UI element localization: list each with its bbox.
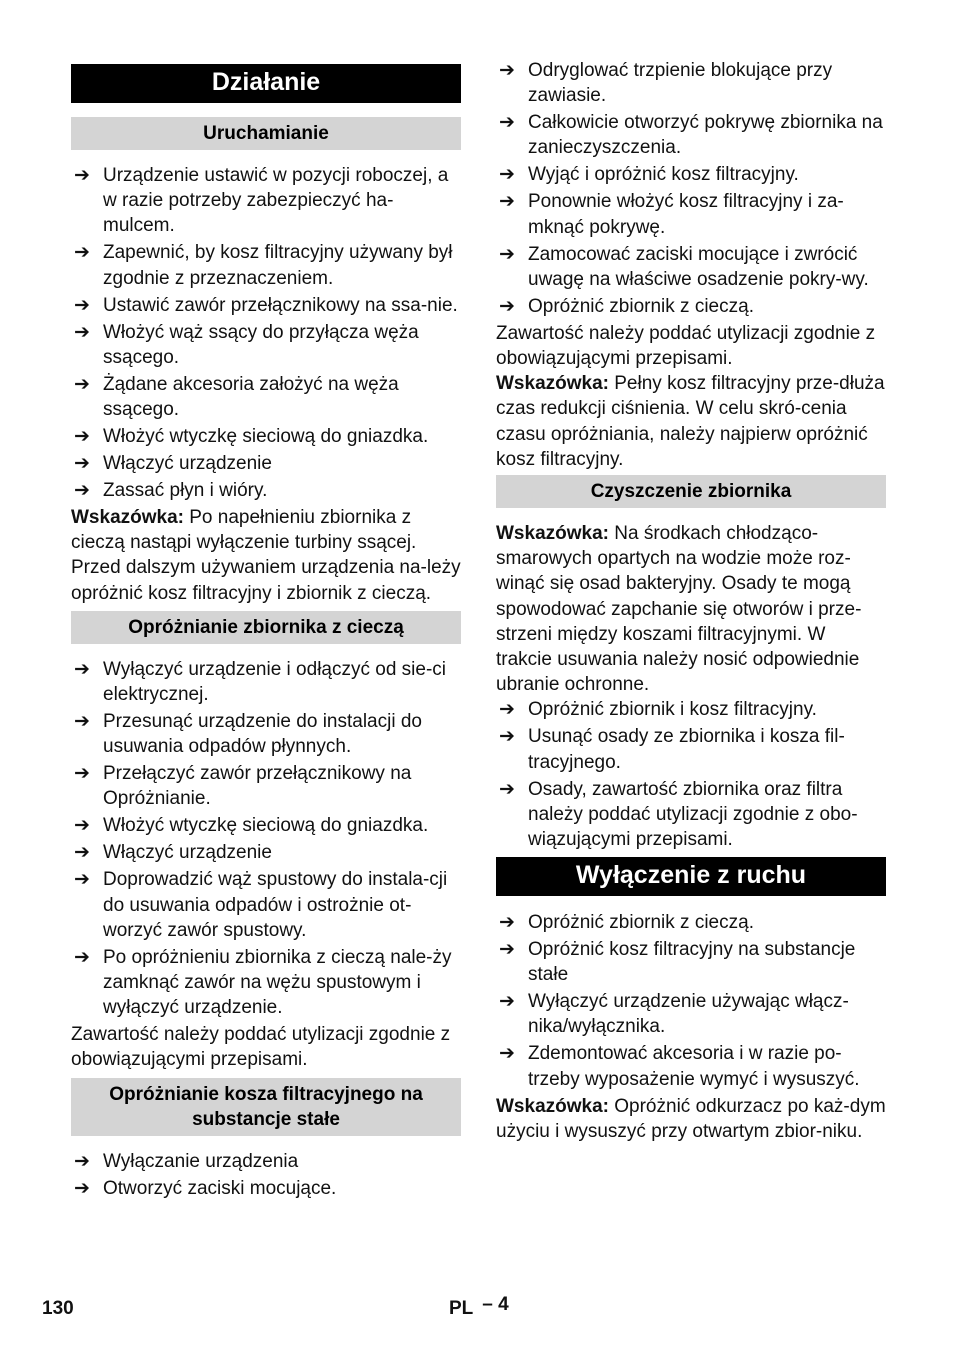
note-text: Na środkach chłodząco-smarowych opartych na wodzie może roz-winąć się osad bakteryjny. Osady te mogą spowodować zapchanie się otworów i prze-strzeni między koszami filtracyjnymi. W trakcie usuwania należy nosić odpowiednie ubranie ochronne. [496, 523, 862, 696]
note-paragraph [496, 1094, 886, 1144]
list-item: ➔ Zassać płyn i wióry. [71, 478, 461, 503]
arrow-right-icon: ➔ [499, 726, 515, 748]
arrow-right-icon: ➔ [74, 1177, 90, 1199]
arrow-right-icon: ➔ [74, 763, 90, 785]
drain-tank-steps [71, 657, 461, 1021]
arrow-right-icon: ➔ [499, 939, 515, 961]
arrow-right-icon: ➔ [74, 842, 90, 864]
subheading-empty-filter-basket: Opróżnianie kosza filtracyjnego na substancje stałe [71, 1078, 461, 1136]
tank-cleaning-steps [496, 697, 886, 852]
language-code: PL [449, 1298, 473, 1319]
arrow-right-icon: ➔ [499, 295, 515, 317]
empty-filter-steps [71, 1149, 461, 1201]
arrow-right-icon: ➔ [74, 711, 90, 733]
list-item: ➔ Zapewnić, by kosz filtracyjny używany był zgodnie z przeznaczeniem. [74, 242, 453, 289]
list-item: ➔ Doprowadzić wąż spustowy do instala-cji do usuwania odpadów i ostrożnie ot-worzyć zawór spustowy. [74, 869, 448, 941]
note-paragraph [496, 371, 886, 472]
arrow-right-icon: ➔ [74, 321, 90, 343]
arrow-right-icon: ➔ [499, 912, 515, 934]
arrow-right-icon: ➔ [74, 658, 90, 680]
arrow-right-icon: ➔ [74, 946, 90, 968]
arrow-right-icon: ➔ [499, 243, 515, 265]
note-label: Wskazówka: [496, 373, 609, 395]
note-label: Wskazówka: [496, 1095, 609, 1117]
list-item: ➔ Włączyć urządzenie [71, 451, 461, 476]
list-item: ➔ Po opróżnieniu zbiornika z cieczą nale-ży zamknąć zawór na wężu spustowym i wyłączyć urządzenie. [74, 946, 452, 1019]
list-item: ➔ Włączyć urządzenie [71, 840, 461, 865]
list-item: ➔ Opróżnić zbiornik z cieczą. [496, 294, 886, 319]
subheading-drain-tank: Opróżnianie zbiornika z cieczą [71, 611, 461, 644]
page-number: 130 [42, 1298, 74, 1319]
arrow-right-icon: ➔ [499, 112, 515, 134]
list-item: ➔ Otworzyć zaciski mocujące. [71, 1176, 461, 1201]
note-text: Pełny kosz filtracyjny prze-dłuża czas redukcji ciśnienia. W celu skró-cenia czasu opróżniania, należy najpierw opróżnić kosz filtracyjny. [496, 373, 885, 470]
list-item: ➔ Odryglować trzpienie blokujące przy zawiasie. [499, 60, 833, 107]
list-item: ➔ Opróżnić zbiornik i kosz filtracyjny. [496, 697, 886, 722]
arrow-right-icon: ➔ [499, 699, 515, 721]
left-column [71, 64, 461, 1203]
note-text: Opróżnić odkurzacz po każ-dym użyciu i wysuszyć przy otwartym zbior-niku. [496, 1095, 886, 1142]
arrow-right-icon: ➔ [499, 991, 515, 1013]
right-column [496, 58, 886, 1144]
list-item: ➔ Wyłączyć urządzenie używając włącz-nika/wyłącznika. [499, 991, 849, 1038]
list-item: ➔ Zamocować zaciski mocujące i zwrócić uwagę na właściwe osadzenie pokry-wy. [499, 243, 869, 290]
arrow-right-icon: ➔ [499, 1043, 515, 1065]
arrow-right-icon: ➔ [499, 164, 515, 186]
section-heading-operation: Działanie [71, 64, 461, 103]
list-item: ➔ Usunąć osady ze zbiornika i kosza fil-tracyjnego. [499, 726, 845, 773]
note-label: Wskazówka: [496, 523, 609, 545]
list-item: ➔ Zdemontować akcesoria i w razie po-trzeby wyposażenie wymyć i wysuszyć. [499, 1043, 860, 1090]
disposal-paragraph: Zawartość należy poddać utylizacji zgodnie z obowiązującymi przepisami. [496, 322, 876, 370]
list-item: ➔ Urządzenie ustawić w pozycji roboczej, a w razie potrzeby zabezpieczyć ha-mulcem. [74, 165, 449, 237]
list-item: ➔ Wyłączyć urządzenie i odłączyć od sie-ci elektrycznej. [74, 658, 447, 706]
list-item: ➔ Całkowicie otworzyć pokrywę zbiornika na zanieczyszczenia. [499, 112, 883, 159]
arrow-right-icon: ➔ [74, 165, 90, 186]
subheading-tank-cleaning: Czyszczenie zbiornika [496, 475, 886, 508]
list-item: ➔ Żądane akcesoria założyć na węża ssącego. [74, 373, 399, 421]
subheading-start-up: Uruchamianie [71, 117, 461, 150]
disposal-paragraph: Zawartość należy poddać utylizacji zgodnie z obowiązującymi przepisami. [71, 1024, 451, 1071]
list-item: ➔ Ustawić zawór przełącznikowy na ssa-nie. [71, 293, 461, 318]
arrow-right-icon: ➔ [499, 191, 515, 213]
section-heading-shutdown: Wyłączenie z ruchu [496, 857, 886, 896]
arrow-right-icon: ➔ [74, 242, 90, 264]
start-up-steps [71, 163, 461, 503]
list-item: ➔ Wyjąć i opróżnić kosz filtracyjny. [496, 162, 886, 187]
arrow-right-icon: ➔ [499, 60, 515, 81]
list-item: ➔ Opróżnić kosz filtracyjny na substancje stałe [499, 939, 856, 986]
empty-filter-steps-continued [496, 58, 886, 319]
list-item: ➔ Włożyć wtyczkę sieciową do gniazdka. [71, 424, 461, 449]
arrow-right-icon: ➔ [74, 426, 90, 448]
note-paragraph [496, 521, 886, 697]
section-page: – 4 [482, 1294, 509, 1315]
shutdown-steps [496, 910, 886, 1092]
arrow-right-icon: ➔ [74, 815, 90, 837]
note-paragraph [71, 505, 461, 606]
list-item: ➔ Przesunąć urządzenie do instalacji do usuwania odpadów płynnych. [74, 711, 422, 758]
arrow-right-icon: ➔ [74, 453, 90, 475]
arrow-right-icon: ➔ [74, 869, 90, 891]
list-item: ➔ Opróżnić zbiornik z cieczą. [496, 910, 886, 935]
list-item: ➔ Ponownie włożyć kosz filtracyjny i za-mknąć pokrywę. [499, 191, 844, 238]
list-item: ➔ Włożyć wtyczkę sieciową do gniazdka. [71, 813, 461, 838]
list-item: ➔ Przełączyć zawór przełącznikowy na Opróżnianie. [74, 763, 412, 810]
arrow-right-icon: ➔ [74, 373, 90, 395]
list-item: ➔ Włożyć wąż ssący do przyłącza węża ssącego. [74, 321, 419, 368]
note-text: Po napełnieniu zbiornika z cieczą nastąpi wyłączenie turbiny ssącej. Przed dalszym używaniem urządzenia na-leży opróżnić kosz filtracyjny i zbiornik z cieczą. [71, 507, 461, 604]
arrow-right-icon: ➔ [74, 1150, 90, 1172]
arrow-right-icon: ➔ [74, 294, 90, 316]
page-footer-label [449, 1294, 509, 1320]
note-label: Wskazówka: [71, 507, 184, 529]
list-item: ➔ Wyłączanie urządzenia [71, 1149, 461, 1174]
arrow-right-icon: ➔ [74, 480, 90, 502]
arrow-right-icon: ➔ [499, 778, 515, 800]
list-item: ➔ Osady, zawartość zbiornika oraz filtra należy poddać utylizacji zgodnie z obo-wiązującymi przepisami. [499, 778, 858, 851]
